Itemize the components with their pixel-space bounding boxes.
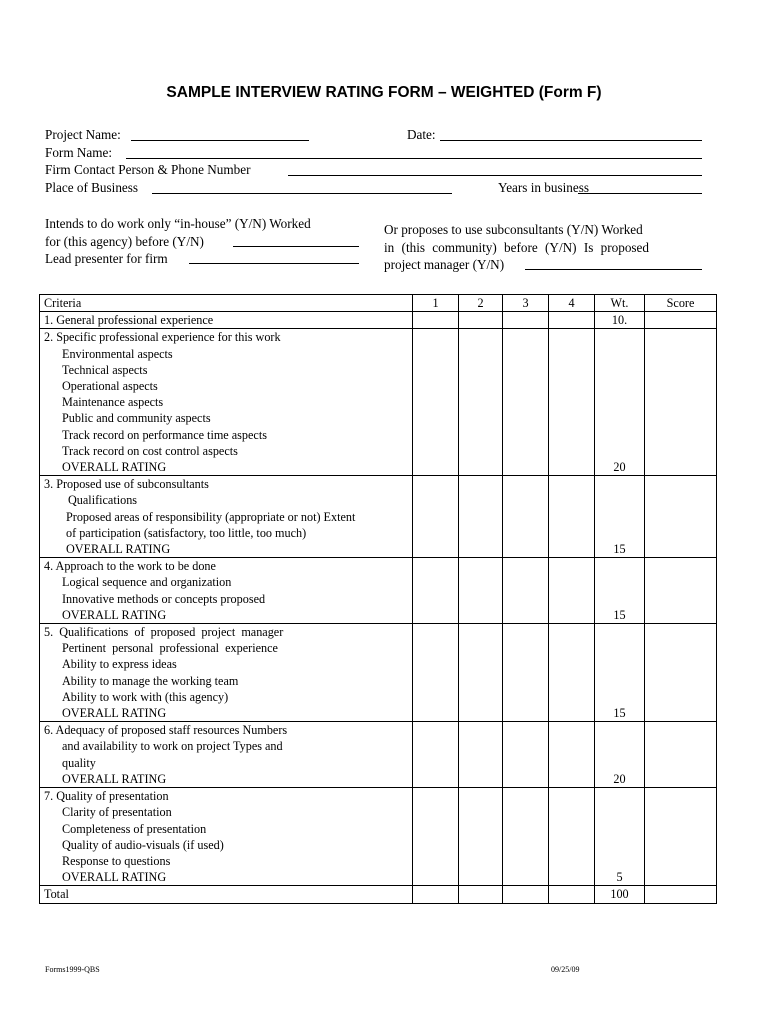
criteria-title: 5. Qualifications of proposed project manager xyxy=(44,625,284,640)
criteria-item: Ability to express ideas xyxy=(62,657,177,672)
weight-cell: 20 xyxy=(595,329,645,476)
criteria-title: 2. Specific professional experience for this work xyxy=(44,330,281,345)
in-house-block xyxy=(45,215,363,268)
criteria-item: Logical sequence and organization xyxy=(62,575,232,590)
header-4: 4 xyxy=(549,295,595,312)
criteria-item: of participation (satisfactory, too little, too much) xyxy=(66,525,307,540)
score-cell[interactable] xyxy=(645,476,717,558)
in-house-line: Intends to do work only “in-house” (Y/N) Worked xyxy=(45,216,311,231)
footer-date: 09/25/09 xyxy=(551,965,580,974)
overall-rating-label: OVERALL RATING xyxy=(62,706,167,721)
rating-cell-1[interactable] xyxy=(413,722,459,788)
criteria-item: Maintenance aspects xyxy=(62,395,164,410)
weight-cell: 15 xyxy=(595,476,645,558)
table-row xyxy=(40,312,717,329)
score-cell[interactable] xyxy=(645,329,717,476)
rating-cell-1[interactable] xyxy=(413,788,459,886)
worked-before-field[interactable] xyxy=(233,233,359,247)
table-header-row xyxy=(40,295,717,312)
project-name-label: Project Name: xyxy=(45,127,121,142)
criteria-item: Innovative methods or concepts proposed xyxy=(62,591,266,606)
rating-cell-2[interactable] xyxy=(459,886,503,903)
lead-presenter-label: Lead presenter for firm xyxy=(45,251,168,266)
rating-cell-2[interactable] xyxy=(459,558,503,624)
weight-cell: 15 xyxy=(595,624,645,722)
rating-cell-4[interactable] xyxy=(549,329,595,476)
total-label: Total xyxy=(40,886,413,903)
criteria-item: Ability to manage the working team xyxy=(62,673,239,688)
header-2: 2 xyxy=(459,295,503,312)
header-weight: Wt. xyxy=(595,295,645,312)
rating-cell-4[interactable] xyxy=(549,722,595,788)
rating-cell-1[interactable] xyxy=(413,558,459,624)
header-3: 3 xyxy=(503,295,549,312)
rating-cell-1[interactable] xyxy=(413,329,459,476)
total-row xyxy=(40,886,717,903)
criteria-item: Response to questions xyxy=(62,853,171,868)
criteria-title: 7. Quality of presentation xyxy=(44,789,169,804)
rating-cell-3[interactable] xyxy=(503,624,549,722)
score-cell[interactable] xyxy=(645,312,717,329)
header-1: 1 xyxy=(413,295,459,312)
criteria-cell xyxy=(40,722,413,788)
criteria-title: 6. Adequacy of proposed staff resources Numbers xyxy=(44,723,288,738)
place-field[interactable] xyxy=(152,180,452,194)
table-row xyxy=(40,476,717,558)
criteria-item: and availability to work on project Types and xyxy=(62,739,283,754)
criteria-item: Pertinent personal professional experience xyxy=(62,641,278,656)
overall-rating-label: OVERALL RATING xyxy=(62,870,167,885)
rating-table xyxy=(39,294,717,904)
table-row xyxy=(40,558,717,624)
score-cell[interactable] xyxy=(645,558,717,624)
criteria-item: Proposed areas of responsibility (appropriate or not) Extent xyxy=(66,509,356,524)
overall-rating-label: OVERALL RATING xyxy=(62,460,167,475)
table-row xyxy=(40,722,717,788)
criteria-item: Completeness of presentation xyxy=(62,821,207,836)
rating-cell-3[interactable] xyxy=(503,886,549,903)
score-cell[interactable] xyxy=(645,722,717,788)
subconsultants-line: Or proposes to use subconsultants (Y/N) Worked xyxy=(384,222,643,237)
form-name-label: Form Name: xyxy=(45,145,113,160)
rating-cell-2[interactable] xyxy=(459,722,503,788)
table-row xyxy=(40,788,717,886)
criteria-title: 1. General professional experience xyxy=(44,313,214,328)
contact-label: Firm Contact Person & Phone Number xyxy=(45,162,251,177)
criteria-cell xyxy=(40,476,413,558)
project-manager-field[interactable] xyxy=(525,256,702,270)
footer-form-id: Forms1999-QBS xyxy=(45,965,100,974)
rating-cell-2[interactable] xyxy=(459,788,503,886)
place-label: Place of Business xyxy=(45,180,139,195)
form-name-field[interactable] xyxy=(126,145,702,159)
rating-cell-4[interactable] xyxy=(549,558,595,624)
worked-before-label: for (this agency) before (Y/N) xyxy=(45,233,204,249)
community-line: in (this community) before (Y/N) Is proposed xyxy=(384,239,649,255)
date-field[interactable] xyxy=(440,127,702,141)
weight-cell: 5 xyxy=(595,788,645,886)
years-label: Years in business xyxy=(498,180,589,195)
criteria-item: Ability to work with (this agency) xyxy=(62,689,229,704)
overall-rating-label: OVERALL RATING xyxy=(62,607,167,622)
header-criteria: Criteria xyxy=(40,295,413,312)
rating-cell-3[interactable] xyxy=(503,476,549,558)
rating-cell-4[interactable] xyxy=(549,788,595,886)
rating-cell-4[interactable] xyxy=(549,624,595,722)
overall-rating-label: OVERALL RATING xyxy=(62,771,167,786)
weight-cell: 10. xyxy=(595,312,645,329)
criteria-item: Clarity of presentation xyxy=(62,805,172,820)
date-label: Date: xyxy=(407,127,436,142)
criteria-item: quality xyxy=(62,755,96,770)
rating-cell-3[interactable] xyxy=(503,722,549,788)
rating-cell-2[interactable] xyxy=(459,312,503,329)
contact-field[interactable] xyxy=(288,162,702,176)
rating-cell-2[interactable] xyxy=(459,476,503,558)
form-title: SAMPLE INTERVIEW RATING FORM – WEIGHTED (Form F) xyxy=(166,84,602,101)
weight-cell: 20 xyxy=(595,722,645,788)
criteria-title: 3. Proposed use of subconsultants xyxy=(44,477,209,492)
lead-presenter-field[interactable] xyxy=(189,250,359,264)
criteria-cell xyxy=(40,624,413,722)
criteria-item: Track record on performance time aspects xyxy=(62,427,267,442)
rating-cell-2[interactable] xyxy=(459,329,503,476)
rating-cell-3[interactable] xyxy=(503,558,549,624)
rating-cell-1[interactable] xyxy=(413,476,459,558)
years-field[interactable] xyxy=(578,180,702,194)
criteria-item: Track record on cost control aspects xyxy=(62,443,238,458)
criteria-item: Technical aspects xyxy=(62,362,148,377)
criteria-cell xyxy=(40,312,413,329)
rating-cell-1[interactable] xyxy=(413,886,459,903)
rating-cell-4[interactable] xyxy=(549,312,595,329)
project-manager-label: project manager (Y/N) xyxy=(384,257,505,272)
header-score: Score xyxy=(645,295,717,312)
weight-cell: 15 xyxy=(595,558,645,624)
criteria-item: Quality of audio-visuals (if used) xyxy=(62,837,224,852)
rating-cell-4[interactable] xyxy=(549,476,595,558)
rating-cell-1[interactable] xyxy=(413,624,459,722)
project-name-field[interactable] xyxy=(131,127,309,141)
score-cell[interactable] xyxy=(645,788,717,886)
table-row xyxy=(40,329,717,476)
total-score-cell[interactable] xyxy=(645,886,717,903)
total-weight: 100 xyxy=(595,886,645,903)
rating-cell-3[interactable] xyxy=(503,312,549,329)
criteria-item: Qualifications xyxy=(68,493,138,508)
criteria-item: Public and community aspects xyxy=(62,411,211,426)
criteria-title: 4. Approach to the work to be done xyxy=(44,559,216,574)
criteria-item: Environmental aspects xyxy=(62,346,173,361)
criteria-cell xyxy=(40,558,413,624)
score-cell[interactable] xyxy=(645,624,717,722)
rating-cell-1[interactable] xyxy=(413,312,459,329)
rating-cell-2[interactable] xyxy=(459,624,503,722)
rating-cell-4[interactable] xyxy=(549,886,595,903)
rating-cell-3[interactable] xyxy=(503,788,549,886)
overall-rating-label: OVERALL RATING xyxy=(66,542,171,557)
table-row xyxy=(40,624,717,722)
rating-cell-3[interactable] xyxy=(503,329,549,476)
criteria-cell xyxy=(40,788,413,886)
subconsultants-block xyxy=(384,221,704,274)
criteria-cell xyxy=(40,329,413,476)
criteria-item: Operational aspects xyxy=(62,379,158,394)
